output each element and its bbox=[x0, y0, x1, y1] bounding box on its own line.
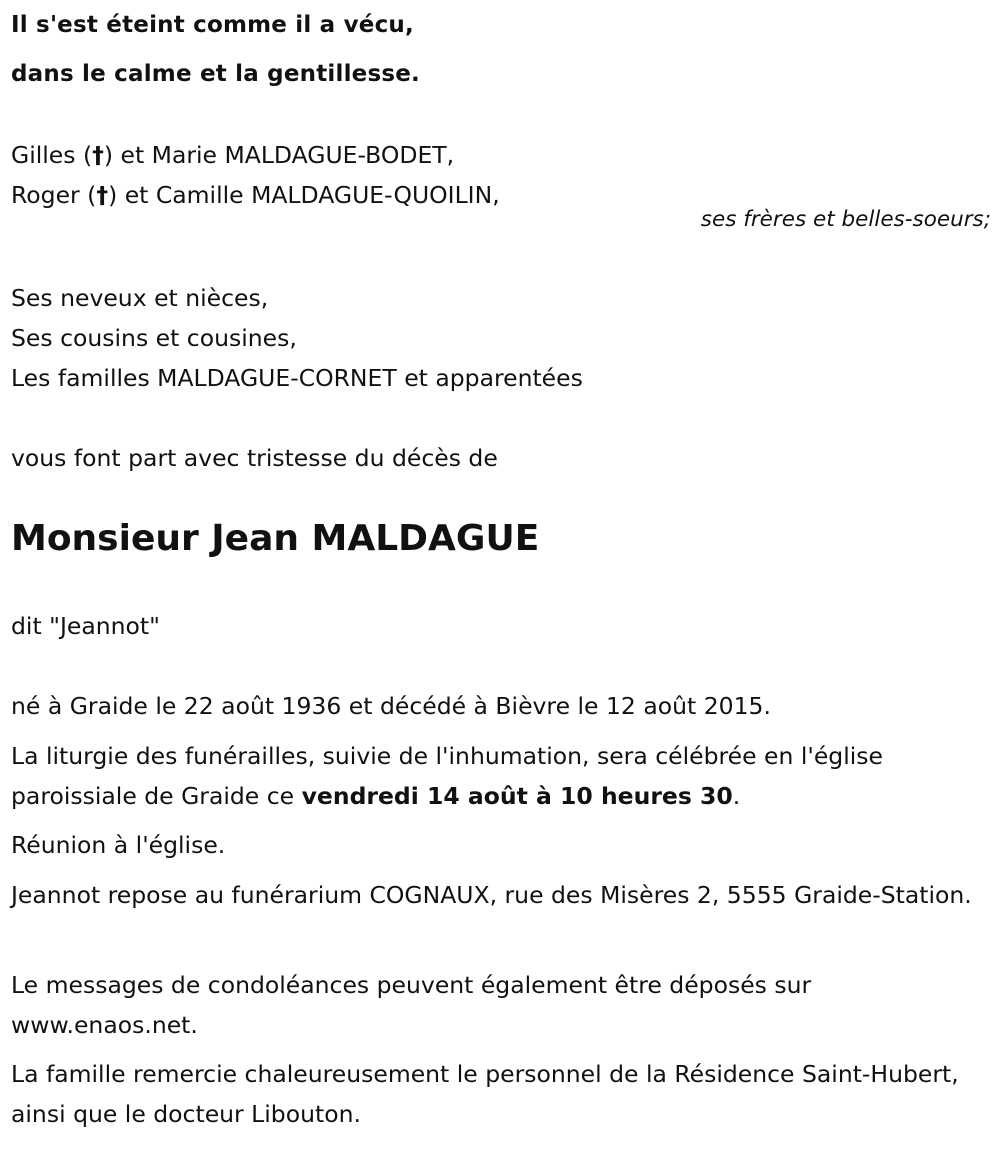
cross-icon: † bbox=[92, 141, 104, 169]
meeting-info: Réunion à l'église. bbox=[11, 831, 226, 859]
sibling-line-1: Gilles (†) et Marie MALDAGUE-BODET, bbox=[11, 141, 455, 169]
funeral-details: La liturgie des funérailles, suivie de l'inhumation, sera célébrée en l'église paroissiale de Graide ce vendredi 14 août à 10 heures 30. bbox=[11, 742, 883, 810]
deceased-nickname: dit "Jeannot" bbox=[11, 612, 160, 640]
relatives-line-1: Ses neveux et nièces, bbox=[11, 284, 269, 312]
relatives-line-3: Les familles MALDAGUE-CORNET et apparentées bbox=[11, 364, 583, 392]
sibling-line-2: Roger (†) et Camille MALDAGUE-QUOILIN, bbox=[11, 181, 500, 209]
cross-icon: † bbox=[96, 181, 109, 209]
siblings-relation: ses frères et belles-soeurs; bbox=[700, 207, 991, 232]
motto-line-2: dans le calme et la gentillesse. bbox=[11, 61, 420, 87]
condolences-info: Le messages de condoléances peuvent également être déposés sur www.enaos.net. bbox=[11, 971, 812, 1039]
announcement: vous font part avec tristesse du décès de bbox=[11, 444, 498, 472]
thanks-info: La famille remercie chaleureusement le personnel de la Résidence Saint-Hubert, ainsi que le docteur Libouton. bbox=[11, 1060, 959, 1128]
motto-line-1: Il s'est éteint comme il a vécu, bbox=[11, 12, 414, 38]
birth-death-details: né à Graide le 22 août 1936 et décédé à Bièvre le 12 août 2015. bbox=[11, 692, 771, 720]
funeral-datetime: vendredi 14 août à 10 heures 30 bbox=[301, 782, 733, 810]
rest-place-info: Jeannot repose au funérarium COGNAUX, rue des Misères 2, 5555 Graide-Station. bbox=[11, 881, 972, 909]
relatives-line-2: Ses cousins et cousines, bbox=[11, 324, 297, 352]
deceased-name: Monsieur Jean MALDAGUE bbox=[11, 518, 540, 559]
